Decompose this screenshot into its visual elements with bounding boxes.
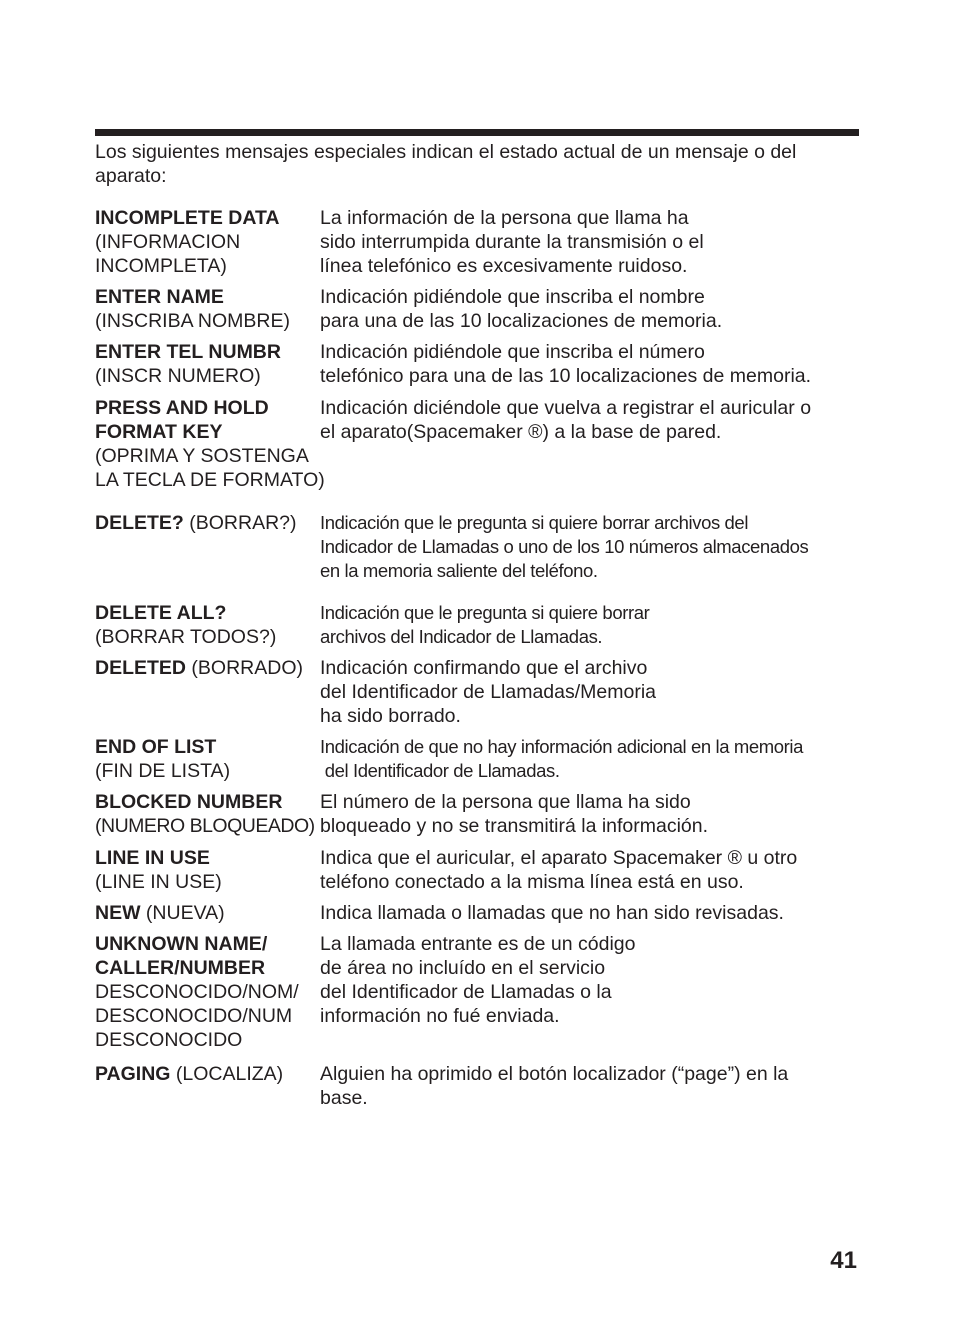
term-line: LA TECLA DE FORMATO) <box>95 469 325 491</box>
desc-line: de área no incluído en el servicio <box>320 957 606 979</box>
desc-line: Indicación pidiéndole que inscriba el nombre <box>320 286 705 308</box>
desc-line: para una de las 10 localizaciones de memoria. <box>320 310 723 332</box>
desc-line: línea telefónico es excesivamente ruidoso. <box>320 255 688 277</box>
desc-line: El número de la persona que llama ha sido <box>320 791 691 813</box>
term-line: FORMAT KEY <box>95 421 223 443</box>
term-line: (INSCRIBA NOMBRE) <box>95 310 291 332</box>
message-term <box>95 285 325 333</box>
term-translation: (BORRADO) <box>186 657 304 679</box>
desc-line: telefónico para una de las 10 localizaciones de memoria. <box>320 365 812 387</box>
desc-line: La llamada entrante es de un código <box>320 933 636 955</box>
term-line: (OPRIMA Y SOSTENGA <box>95 445 309 467</box>
desc-line: del Identificador de Llamadas. <box>320 760 560 781</box>
message-description <box>320 285 860 333</box>
term-line: DELETE ALL? <box>95 602 227 624</box>
term-line: CALLER/NUMBER <box>95 957 266 979</box>
message-term <box>95 790 325 838</box>
term-line: (INSCR NUMERO) <box>95 365 261 387</box>
term-line: (INFORMACION <box>95 231 241 253</box>
term-line: LINE IN USE <box>95 847 210 869</box>
term-keyword: PAGING <box>95 1063 171 1085</box>
desc-line: Indicación que le pregunta si quiere borrar <box>320 602 650 623</box>
desc-line: La información de la persona que llama ha <box>320 207 689 229</box>
term-line: BLOCKED NUMBER <box>95 791 283 813</box>
term-line: (BORRAR TODOS?) <box>95 626 277 648</box>
message-description <box>320 601 860 649</box>
desc-line: Indica llamada o llamadas que no han sido revisadas. <box>320 902 784 924</box>
desc-line: bloqueado y no se transmitirá la información. <box>320 815 709 837</box>
message-term <box>95 601 325 649</box>
term-translation: (NUEVA) <box>140 902 225 924</box>
message-description <box>320 340 860 388</box>
desc-line: Indicación confirmando que el archivo <box>320 657 648 679</box>
desc-line: ha sido borrado. <box>320 705 461 727</box>
message-description <box>320 396 860 444</box>
message-description <box>320 511 860 583</box>
message-description <box>320 790 860 838</box>
term-line: (NUMERO BLOQUEADO) <box>95 815 315 837</box>
term-line: PRESS AND HOLD <box>95 397 269 419</box>
term-translation: (BORRAR?) <box>183 512 297 534</box>
message-term <box>95 932 325 1052</box>
message-description <box>320 656 860 728</box>
desc-line: en la memoria saliente del teléfono. <box>320 560 598 581</box>
term-translation: (LOCALIZA) <box>170 1063 284 1085</box>
message-description <box>320 901 860 925</box>
message-term <box>95 901 325 925</box>
desc-line: del Identificador de Llamadas o la <box>320 981 612 1003</box>
desc-line: del Identificador de Llamadas/Memoria <box>320 681 657 703</box>
term-line: INCOMPLETA) <box>95 255 227 277</box>
desc-line: Alguien ha oprimido el botón localizador (“page”) en la <box>320 1063 789 1085</box>
top-rule <box>95 129 859 136</box>
desc-line: base. <box>320 1087 368 1109</box>
message-description <box>320 735 860 783</box>
term-line: DESCONOCIDO/NUM <box>95 1005 293 1027</box>
term-line: INCOMPLETE DATA <box>95 207 280 229</box>
message-description <box>320 932 860 1028</box>
message-term <box>95 206 325 278</box>
term-line: (LINE IN USE) <box>95 871 222 893</box>
desc-line: Indicación diciéndole que vuelva a registrar el auricular o <box>320 397 812 419</box>
term-line: DESCONOCIDO/NOM/ <box>95 981 299 1003</box>
term-line: (FIN DE LISTA) <box>95 760 231 782</box>
term-keyword: DELETED <box>95 657 187 679</box>
desc-line: Indicación de que no hay información adicional en la memoria <box>320 736 803 757</box>
message-term <box>95 656 325 680</box>
message-term <box>95 340 325 388</box>
message-description <box>320 1062 860 1110</box>
message-term <box>95 1062 325 1086</box>
desc-line: archivos del Indicador de Llamadas. <box>320 626 603 647</box>
term-keyword: DELETE? <box>95 512 184 534</box>
page-number: 41 <box>830 1247 857 1274</box>
desc-line: Indica que el auricular, el aparato Spacemaker ® u otro <box>320 847 798 869</box>
term-line: ENTER NAME <box>95 286 224 308</box>
message-term <box>95 846 325 894</box>
desc-line: información no fué enviada. <box>320 1005 560 1027</box>
message-description <box>320 846 860 894</box>
term-keyword: NEW <box>95 902 141 924</box>
term-line: UNKNOWN NAME/ <box>95 933 268 955</box>
desc-line: el aparato(Spacemaker ®) a la base de pared. <box>320 421 722 443</box>
message-term <box>95 396 325 492</box>
desc-line: teléfono conectado a la misma línea está en uso. <box>320 871 744 893</box>
desc-line: Indicación que le pregunta si quiere borrar archivos del <box>320 512 749 533</box>
message-description <box>320 206 860 278</box>
desc-line: sido interrumpida durante la transmisión o el <box>320 231 704 253</box>
desc-line: Indicador de Llamadas o uno de los 10 números almacenados <box>320 536 809 557</box>
term-line: DESCONOCIDO <box>95 1029 243 1051</box>
desc-line: Indicación pidiéndole que inscriba el número <box>320 341 705 363</box>
intro-paragraph: Los siguientes mensajes especiales indican el estado actual de un mensaje o del aparato: <box>95 141 797 187</box>
message-term <box>95 735 325 783</box>
message-term <box>95 511 325 535</box>
term-line: ENTER TEL NUMBR <box>95 341 281 363</box>
term-line: END OF LIST <box>95 736 217 758</box>
